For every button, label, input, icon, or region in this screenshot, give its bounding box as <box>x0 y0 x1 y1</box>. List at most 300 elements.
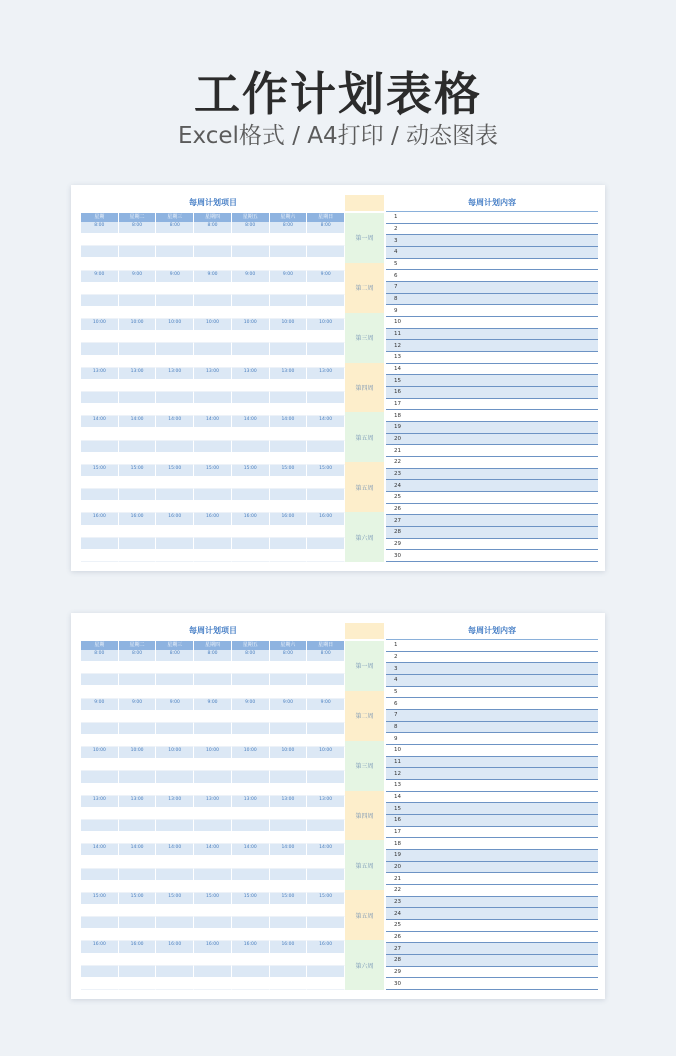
schedule-cell[interactable] <box>307 735 345 747</box>
time-cell[interactable]: 16:00 <box>194 513 232 525</box>
schedule-cell[interactable] <box>270 404 308 416</box>
time-cell[interactable]: 13:00 <box>156 368 194 380</box>
schedule-cell[interactable] <box>270 978 308 990</box>
time-cell[interactable]: 14:00 <box>81 844 119 856</box>
time-cell[interactable]: 15:00 <box>156 893 194 905</box>
schedule-cell[interactable] <box>307 978 345 990</box>
day-content-row[interactable] <box>386 955 598 967</box>
schedule-cell[interactable] <box>156 246 194 258</box>
time-cell[interactable]: 14:00 <box>81 416 119 428</box>
schedule-cell[interactable] <box>194 307 232 319</box>
schedule-cell[interactable] <box>307 392 345 404</box>
schedule-cell[interactable] <box>307 356 345 368</box>
time-cell[interactable]: 8:00 <box>270 222 308 234</box>
time-cell[interactable]: 16:00 <box>81 513 119 525</box>
schedule-cell[interactable] <box>232 477 270 489</box>
day-content-row[interactable] <box>386 422 598 434</box>
time-cell[interactable]: 8:00 <box>81 222 119 234</box>
day-content-row[interactable] <box>386 838 598 850</box>
schedule-cell[interactable] <box>307 832 345 844</box>
schedule-cell[interactable] <box>307 881 345 893</box>
day-content-row[interactable] <box>386 259 598 271</box>
time-cell[interactable]: 15:00 <box>307 893 345 905</box>
day-content-row[interactable] <box>386 247 598 259</box>
day-content-row[interactable] <box>386 445 598 457</box>
time-cell[interactable]: 10:00 <box>119 747 157 759</box>
day-content-row[interactable] <box>386 515 598 527</box>
schedule-cell[interactable] <box>232 295 270 307</box>
schedule-cell[interactable] <box>307 856 345 868</box>
schedule-cell[interactable] <box>81 711 119 723</box>
time-cell[interactable]: 8:00 <box>307 222 345 234</box>
schedule-cell[interactable] <box>270 662 308 674</box>
schedule-cell[interactable] <box>119 820 157 832</box>
time-cell[interactable]: 13:00 <box>270 796 308 808</box>
time-cell[interactable]: 9:00 <box>232 271 270 283</box>
schedule-cell[interactable] <box>81 881 119 893</box>
day-content-row[interactable] <box>386 410 598 422</box>
schedule-cell[interactable] <box>119 905 157 917</box>
schedule-cell[interactable] <box>307 905 345 917</box>
schedule-cell[interactable] <box>232 711 270 723</box>
time-cell[interactable]: 13:00 <box>270 368 308 380</box>
day-content-row[interactable] <box>386 399 598 411</box>
schedule-cell[interactable] <box>307 929 345 941</box>
schedule-cell[interactable] <box>194 978 232 990</box>
time-cell[interactable]: 16:00 <box>232 941 270 953</box>
schedule-cell[interactable] <box>270 905 308 917</box>
schedule-cell[interactable] <box>232 356 270 368</box>
schedule-cell[interactable] <box>119 246 157 258</box>
day-content-row[interactable] <box>386 317 598 329</box>
schedule-cell[interactable] <box>194 258 232 270</box>
time-cell[interactable]: 8:00 <box>307 650 345 662</box>
schedule-cell[interactable] <box>307 295 345 307</box>
schedule-cell[interactable] <box>232 832 270 844</box>
schedule-cell[interactable] <box>156 526 194 538</box>
schedule-cell[interactable] <box>81 917 119 929</box>
schedule-cell[interactable] <box>119 832 157 844</box>
schedule-cell[interactable] <box>270 526 308 538</box>
schedule-cell[interactable] <box>270 538 308 550</box>
time-cell[interactable]: 15:00 <box>270 465 308 477</box>
schedule-cell[interactable] <box>232 246 270 258</box>
schedule-cell[interactable] <box>270 501 308 513</box>
schedule-cell[interactable] <box>119 966 157 978</box>
schedule-cell[interactable] <box>156 759 194 771</box>
schedule-cell[interactable] <box>119 869 157 881</box>
schedule-cell[interactable] <box>156 258 194 270</box>
schedule-cell[interactable] <box>232 881 270 893</box>
schedule-cell[interactable] <box>232 917 270 929</box>
schedule-cell[interactable] <box>232 771 270 783</box>
schedule-cell[interactable] <box>232 869 270 881</box>
schedule-cell[interactable] <box>194 428 232 440</box>
schedule-cell[interactable] <box>156 954 194 966</box>
time-cell[interactable]: 8:00 <box>156 222 194 234</box>
schedule-cell[interactable] <box>232 441 270 453</box>
time-cell[interactable]: 13:00 <box>194 368 232 380</box>
time-cell[interactable]: 15:00 <box>232 465 270 477</box>
schedule-cell[interactable] <box>156 917 194 929</box>
day-content-row[interactable] <box>386 943 598 955</box>
time-cell[interactable]: 15:00 <box>156 465 194 477</box>
schedule-cell[interactable] <box>81 954 119 966</box>
time-cell[interactable]: 8:00 <box>194 222 232 234</box>
schedule-cell[interactable] <box>156 711 194 723</box>
day-content-row[interactable] <box>386 757 598 769</box>
schedule-cell[interactable] <box>81 905 119 917</box>
time-cell[interactable]: 9:00 <box>119 271 157 283</box>
schedule-cell[interactable] <box>81 404 119 416</box>
time-cell[interactable]: 16:00 <box>270 941 308 953</box>
schedule-cell[interactable] <box>307 246 345 258</box>
day-content-row[interactable] <box>386 675 598 687</box>
schedule-cell[interactable] <box>270 428 308 440</box>
schedule-cell[interactable] <box>194 489 232 501</box>
day-content-row[interactable] <box>386 897 598 909</box>
schedule-cell[interactable] <box>119 881 157 893</box>
schedule-cell[interactable] <box>232 674 270 686</box>
day-content-row[interactable] <box>386 967 598 979</box>
schedule-cell[interactable] <box>119 295 157 307</box>
schedule-cell[interactable] <box>81 489 119 501</box>
schedule-cell[interactable] <box>194 881 232 893</box>
time-cell[interactable]: 13:00 <box>232 796 270 808</box>
schedule-cell[interactable] <box>270 343 308 355</box>
schedule-cell[interactable] <box>232 759 270 771</box>
schedule-cell[interactable] <box>81 477 119 489</box>
schedule-cell[interactable] <box>81 674 119 686</box>
day-content-row[interactable] <box>386 803 598 815</box>
schedule-cell[interactable] <box>81 234 119 246</box>
schedule-cell[interactable] <box>81 501 119 513</box>
schedule-cell[interactable] <box>307 258 345 270</box>
schedule-cell[interactable] <box>156 331 194 343</box>
schedule-cell[interactable] <box>232 501 270 513</box>
time-cell[interactable]: 15:00 <box>119 465 157 477</box>
schedule-cell[interactable] <box>307 662 345 674</box>
schedule-cell[interactable] <box>156 234 194 246</box>
time-cell[interactable]: 9:00 <box>81 699 119 711</box>
schedule-cell[interactable] <box>270 711 308 723</box>
time-cell[interactable]: 14:00 <box>307 844 345 856</box>
schedule-cell[interactable] <box>194 784 232 796</box>
time-cell[interactable]: 14:00 <box>194 844 232 856</box>
time-cell[interactable]: 9:00 <box>194 271 232 283</box>
schedule-cell[interactable] <box>119 258 157 270</box>
schedule-cell[interactable] <box>307 343 345 355</box>
schedule-cell[interactable] <box>270 966 308 978</box>
schedule-cell[interactable] <box>307 283 345 295</box>
schedule-cell[interactable] <box>194 686 232 698</box>
schedule-cell[interactable] <box>270 453 308 465</box>
schedule-cell[interactable] <box>156 380 194 392</box>
time-cell[interactable]: 10:00 <box>194 319 232 331</box>
schedule-cell[interactable] <box>81 380 119 392</box>
schedule-cell[interactable] <box>156 295 194 307</box>
time-cell[interactable]: 16:00 <box>119 941 157 953</box>
time-cell[interactable]: 14:00 <box>156 844 194 856</box>
schedule-cell[interactable] <box>81 331 119 343</box>
day-content-row[interactable] <box>386 815 598 827</box>
schedule-cell[interactable] <box>156 869 194 881</box>
schedule-cell[interactable] <box>307 453 345 465</box>
schedule-cell[interactable] <box>119 453 157 465</box>
schedule-cell[interactable] <box>156 686 194 698</box>
schedule-cell[interactable] <box>307 501 345 513</box>
schedule-cell[interactable] <box>81 662 119 674</box>
day-content-row[interactable] <box>386 480 598 492</box>
schedule-cell[interactable] <box>307 404 345 416</box>
time-cell[interactable]: 13:00 <box>194 796 232 808</box>
schedule-cell[interactable] <box>307 550 345 562</box>
schedule-cell[interactable] <box>232 954 270 966</box>
time-cell[interactable]: 10:00 <box>307 747 345 759</box>
schedule-cell[interactable] <box>194 808 232 820</box>
schedule-cell[interactable] <box>119 538 157 550</box>
schedule-cell[interactable] <box>307 820 345 832</box>
schedule-cell[interactable] <box>156 343 194 355</box>
schedule-cell[interactable] <box>307 869 345 881</box>
schedule-cell[interactable] <box>270 856 308 868</box>
schedule-cell[interactable] <box>119 441 157 453</box>
day-content-row[interactable] <box>386 375 598 387</box>
schedule-cell[interactable] <box>194 501 232 513</box>
schedule-cell[interactable] <box>119 723 157 735</box>
time-cell[interactable]: 9:00 <box>194 699 232 711</box>
schedule-cell[interactable] <box>81 820 119 832</box>
schedule-cell[interactable] <box>307 759 345 771</box>
schedule-cell[interactable] <box>270 929 308 941</box>
schedule-cell[interactable] <box>232 538 270 550</box>
schedule-cell[interactable] <box>156 735 194 747</box>
schedule-cell[interactable] <box>81 295 119 307</box>
time-cell[interactable]: 10:00 <box>81 319 119 331</box>
day-content-row[interactable] <box>386 527 598 539</box>
schedule-cell[interactable] <box>307 331 345 343</box>
day-content-row[interactable] <box>386 387 598 399</box>
schedule-cell[interactable] <box>156 441 194 453</box>
time-cell[interactable]: 13:00 <box>232 368 270 380</box>
schedule-cell[interactable] <box>156 771 194 783</box>
schedule-cell[interactable] <box>194 538 232 550</box>
schedule-cell[interactable] <box>119 343 157 355</box>
schedule-cell[interactable] <box>156 453 194 465</box>
schedule-cell[interactable] <box>81 428 119 440</box>
schedule-cell[interactable] <box>307 380 345 392</box>
time-cell[interactable]: 9:00 <box>156 271 194 283</box>
schedule-cell[interactable] <box>81 966 119 978</box>
schedule-cell[interactable] <box>307 808 345 820</box>
schedule-cell[interactable] <box>194 771 232 783</box>
schedule-cell[interactable] <box>232 526 270 538</box>
time-cell[interactable]: 15:00 <box>270 893 308 905</box>
schedule-cell[interactable] <box>81 343 119 355</box>
schedule-cell[interactable] <box>156 356 194 368</box>
schedule-cell[interactable] <box>307 307 345 319</box>
schedule-cell[interactable] <box>270 917 308 929</box>
schedule-cell[interactable] <box>81 307 119 319</box>
schedule-cell[interactable] <box>194 735 232 747</box>
time-cell[interactable]: 9:00 <box>270 699 308 711</box>
schedule-cell[interactable] <box>194 283 232 295</box>
schedule-cell[interactable] <box>156 723 194 735</box>
schedule-cell[interactable] <box>119 686 157 698</box>
day-content-row[interactable] <box>386 457 598 469</box>
schedule-cell[interactable] <box>194 356 232 368</box>
schedule-cell[interactable] <box>270 477 308 489</box>
schedule-cell[interactable] <box>156 856 194 868</box>
time-cell[interactable]: 16:00 <box>270 513 308 525</box>
day-content-row[interactable] <box>386 469 598 481</box>
schedule-cell[interactable] <box>156 966 194 978</box>
schedule-cell[interactable] <box>81 808 119 820</box>
schedule-cell[interactable] <box>119 917 157 929</box>
time-cell[interactable]: 13:00 <box>119 796 157 808</box>
schedule-cell[interactable] <box>270 246 308 258</box>
schedule-cell[interactable] <box>119 307 157 319</box>
time-cell[interactable]: 15:00 <box>307 465 345 477</box>
time-cell[interactable]: 10:00 <box>270 747 308 759</box>
schedule-cell[interactable] <box>232 662 270 674</box>
schedule-cell[interactable] <box>81 784 119 796</box>
schedule-cell[interactable] <box>119 331 157 343</box>
time-cell[interactable]: 14:00 <box>232 844 270 856</box>
schedule-cell[interactable] <box>194 711 232 723</box>
schedule-cell[interactable] <box>194 869 232 881</box>
schedule-cell[interactable] <box>81 856 119 868</box>
schedule-cell[interactable] <box>270 258 308 270</box>
time-cell[interactable]: 14:00 <box>119 416 157 428</box>
schedule-cell[interactable] <box>270 869 308 881</box>
day-content-row[interactable] <box>386 827 598 839</box>
schedule-cell[interactable] <box>156 929 194 941</box>
day-content-row[interactable] <box>386 722 598 734</box>
schedule-cell[interactable] <box>270 234 308 246</box>
time-cell[interactable]: 13:00 <box>156 796 194 808</box>
schedule-cell[interactable] <box>307 771 345 783</box>
schedule-cell[interactable] <box>156 905 194 917</box>
schedule-cell[interactable] <box>232 234 270 246</box>
schedule-cell[interactable] <box>194 759 232 771</box>
schedule-cell[interactable] <box>270 489 308 501</box>
schedule-cell[interactable] <box>156 283 194 295</box>
schedule-cell[interactable] <box>119 501 157 513</box>
day-content-row[interactable] <box>386 364 598 376</box>
schedule-cell[interactable] <box>81 258 119 270</box>
schedule-cell[interactable] <box>156 538 194 550</box>
schedule-cell[interactable] <box>307 966 345 978</box>
schedule-cell[interactable] <box>194 392 232 404</box>
day-content-row[interactable] <box>386 340 598 352</box>
schedule-cell[interactable] <box>119 856 157 868</box>
time-cell[interactable]: 13:00 <box>119 368 157 380</box>
schedule-cell[interactable] <box>81 392 119 404</box>
schedule-cell[interactable] <box>156 307 194 319</box>
time-cell[interactable]: 9:00 <box>119 699 157 711</box>
schedule-cell[interactable] <box>270 686 308 698</box>
time-cell[interactable]: 10:00 <box>232 747 270 759</box>
schedule-cell[interactable] <box>119 662 157 674</box>
day-content-row[interactable] <box>386 862 598 874</box>
schedule-cell[interactable] <box>232 380 270 392</box>
schedule-cell[interactable] <box>270 832 308 844</box>
time-cell[interactable]: 15:00 <box>81 893 119 905</box>
time-cell[interactable]: 8:00 <box>119 650 157 662</box>
schedule-cell[interactable] <box>194 856 232 868</box>
time-cell[interactable]: 8:00 <box>232 222 270 234</box>
schedule-cell[interactable] <box>81 723 119 735</box>
schedule-cell[interactable] <box>232 331 270 343</box>
schedule-cell[interactable] <box>232 966 270 978</box>
time-cell[interactable]: 14:00 <box>270 416 308 428</box>
schedule-cell[interactable] <box>270 392 308 404</box>
schedule-cell[interactable] <box>156 662 194 674</box>
schedule-cell[interactable] <box>81 453 119 465</box>
schedule-cell[interactable] <box>119 929 157 941</box>
schedule-cell[interactable] <box>156 820 194 832</box>
schedule-cell[interactable] <box>270 283 308 295</box>
day-content-row[interactable] <box>386 224 598 236</box>
schedule-cell[interactable] <box>307 538 345 550</box>
day-content-row[interactable] <box>386 885 598 897</box>
schedule-cell[interactable] <box>270 674 308 686</box>
schedule-cell[interactable] <box>270 550 308 562</box>
day-content-row[interactable] <box>386 733 598 745</box>
time-cell[interactable]: 16:00 <box>307 941 345 953</box>
schedule-cell[interactable] <box>156 392 194 404</box>
time-cell[interactable]: 10:00 <box>307 319 345 331</box>
time-cell[interactable]: 16:00 <box>156 941 194 953</box>
time-cell[interactable]: 14:00 <box>307 416 345 428</box>
schedule-cell[interactable] <box>194 441 232 453</box>
day-content-row[interactable] <box>386 550 598 562</box>
schedule-cell[interactable] <box>81 978 119 990</box>
schedule-cell[interactable] <box>156 489 194 501</box>
schedule-cell[interactable] <box>194 917 232 929</box>
schedule-cell[interactable] <box>81 929 119 941</box>
time-cell[interactable]: 14:00 <box>119 844 157 856</box>
time-cell[interactable]: 9:00 <box>81 271 119 283</box>
schedule-cell[interactable] <box>81 526 119 538</box>
schedule-cell[interactable] <box>194 331 232 343</box>
schedule-cell[interactable] <box>194 453 232 465</box>
schedule-cell[interactable] <box>119 404 157 416</box>
schedule-cell[interactable] <box>194 929 232 941</box>
schedule-cell[interactable] <box>307 441 345 453</box>
time-cell[interactable]: 8:00 <box>194 650 232 662</box>
time-cell[interactable]: 15:00 <box>119 893 157 905</box>
schedule-cell[interactable] <box>81 356 119 368</box>
schedule-cell[interactable] <box>307 723 345 735</box>
schedule-cell[interactable] <box>119 234 157 246</box>
schedule-cell[interactable] <box>270 356 308 368</box>
time-cell[interactable]: 16:00 <box>156 513 194 525</box>
time-cell[interactable]: 15:00 <box>81 465 119 477</box>
schedule-cell[interactable] <box>270 295 308 307</box>
schedule-cell[interactable] <box>156 808 194 820</box>
schedule-cell[interactable] <box>270 331 308 343</box>
day-content-row[interactable] <box>386 305 598 317</box>
day-content-row[interactable] <box>386 978 598 990</box>
schedule-cell[interactable] <box>194 246 232 258</box>
time-cell[interactable]: 10:00 <box>156 747 194 759</box>
schedule-cell[interactable] <box>270 380 308 392</box>
day-content-row[interactable] <box>386 504 598 516</box>
schedule-cell[interactable] <box>270 759 308 771</box>
schedule-cell[interactable] <box>81 759 119 771</box>
